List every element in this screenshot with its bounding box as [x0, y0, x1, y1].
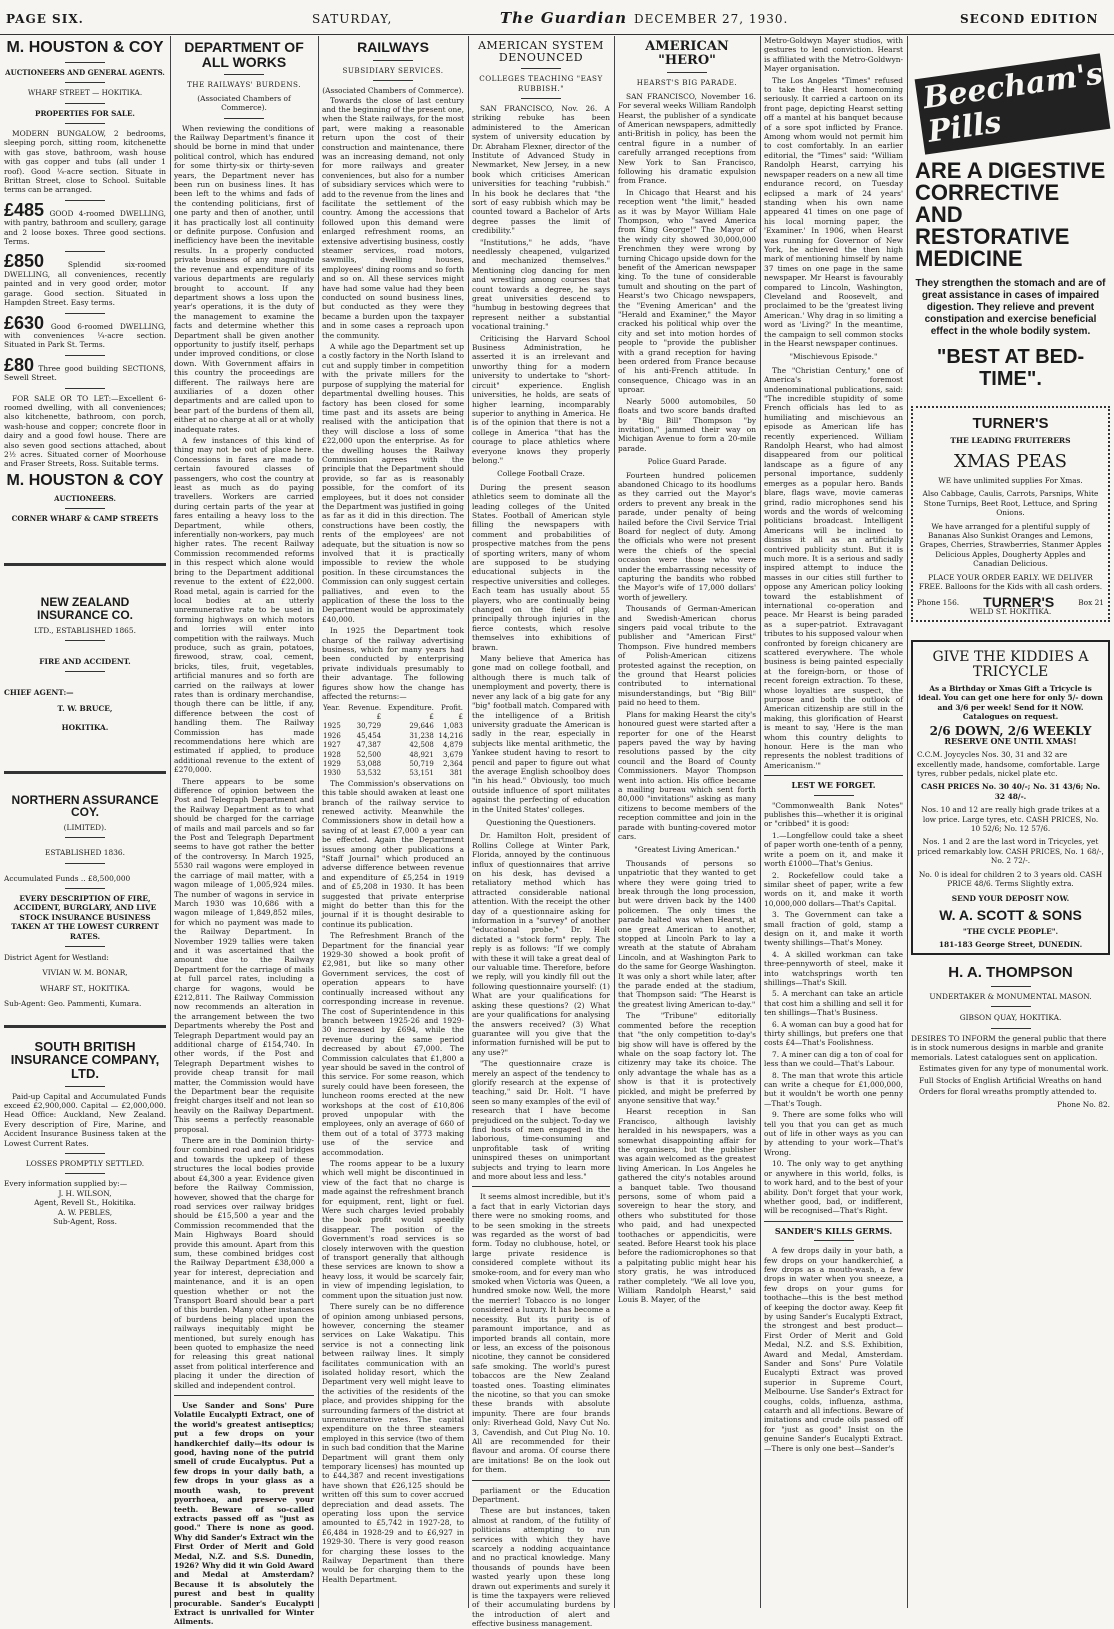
property-listing: GOOD 4-roomed DWELLING, with pantry, bathroom and scullery, garage and 2 loose boxes. Three good sections. Terms.	[4, 208, 166, 247]
houston-heading: M. HOUSTON & COY	[6, 471, 164, 489]
list-item: 3. The Government can take a small fraction of gold, stamp a design on it, and make it worth twenty shillings—That's Money.	[764, 910, 903, 948]
column-rule	[468, 36, 469, 1608]
article-paragraph: These are but instances, taken almost at random, of the futility of politicians attempting to run services with which they have scarcely a nodding acquaintance and no practical knowledge. Many thousands of pounds have been wasted yearly upon these long drawn out experiments and surely it is time the taxpayers were relieved of their accumulating burdens by the introduction of alert and effective business management.	[472, 1506, 610, 1629]
nz-agent-label: CHIEF AGENT:—	[4, 688, 74, 698]
column-rule	[170, 36, 171, 1608]
south-british-agent-address: Agent, Revell St., Hokitika.	[34, 1198, 136, 1208]
article-heading: DEPARTMENT OF ALL WORKS	[184, 39, 304, 70]
column-advertisements-left	[4, 36, 166, 1608]
table-cell: 53,088	[356, 759, 382, 768]
article-section-heading: Questioning the Questioners.	[486, 817, 596, 827]
table-unit	[322, 713, 344, 722]
property-listing: FOR SALE OR TO LET:—Excellent 6-roomed dwelling, with all conveniences; also kitchenette, bathroom, con porch, wash-house and copper; concrete floor in dairy and a good fowl house. There are also seven good sections attached, about 2½ acres. Situated corner of Moorhouse and Fraser Streets, Ross. Suitable terms.	[4, 393, 166, 469]
turners-name: TURNER'S	[983, 593, 1055, 610]
article-paragraph: parliament or the Education Department.	[472, 1485, 610, 1504]
article-paragraph: "Commonwealth Bank Notes" publishes this—whether it is original or "cribbed" it is good:	[764, 800, 903, 829]
list-item: 8. The man that wrote this article can write a cheque for £1,000,000, but it wouldn't be worth one penny—That's Tough.	[764, 1070, 903, 1108]
article-paragraph: During the present season athletics seem to dominate all the leading colleges of the United States. Football of American style filling the newspapers with comment and probabilities of prospective matches from the pens of sporting writers, many of whom are supposed to be studying educational subjects in the respective universities and colleges. Each team has usually about 55 players, who are continually being changed on the field of play, principally through injuries in the fierce contests, which resolve themselves into exhibitions of brawn.	[472, 482, 610, 652]
south-british-agent: J. H. WILSON,	[58, 1188, 112, 1198]
turners-heading: TURNER'S	[972, 415, 1049, 432]
table-cell: 1927	[323, 741, 341, 750]
tobacco-advertisement: It seems almost incredible, but it's a fact that in early Victorian days there were no smoking rooms, and to be seen smoking in the streets was regarded as the worst of bad form. Today no clubhouse, hotel, or large private residence is considered complete without its smoke-room, and for every man who smoked when Victoria was Queen, a hundred smoke now. Well, the more the merrier! Tobacco is no longer considered a luxury. It has become a necessity. But its purity is of paramount importance, and as imported brands all contain, more or less, an excess of the poisonous nicotine, they cannot be considered safe smoking. The world's purest tobaccos are the New Zealand toasted ones. Toasting eliminates the nicotine, so that you can smoke these brands with absolute impunity. There are four brands only: Riverhead Gold, Navy Cut No. 3, Cavendish, and Cut Plug No. 10. All are recommended for their flavour and aroma. Of course there are imitations! Be on the look out for them.	[472, 1192, 610, 1475]
table-cell: 52,500	[356, 750, 382, 759]
northern-assurance-agent: VIVIAN W. M. BONAR,	[42, 968, 128, 978]
table-row	[322, 769, 464, 778]
northern-assurance-funds: Accumulated Funds .. £8,500,000	[4, 873, 131, 883]
table-row	[322, 751, 464, 760]
tricycle-deposit: SEND YOUR DEPOSIT NOW.	[951, 894, 1070, 904]
table-cell: 1925	[323, 722, 341, 731]
tricycle-text: C.C.M. Joycycles Nos. 30, 31 and 32 are excellently made, handsome, comfortable. Large tyres, rubber pedals, nickel plate etc.	[917, 750, 1100, 778]
table-header-row	[322, 704, 464, 713]
table-cell: 29,646	[409, 722, 434, 731]
table-cell: 2,364	[442, 759, 463, 768]
turners-text: Also Cabbage, Caulis, Carrots, Parsnips, White Stone Turnips, Beet Root, Lettuce, and Spring Onions.	[922, 489, 1099, 518]
houston-role: AUCTIONEERS.	[54, 493, 116, 503]
table-cell: 48,921	[409, 750, 434, 759]
article-paragraph: The "Christian Century," one of America's foremost undenominational publications, said: "The incredible stupidity of some French officials has led to as humiliating and mischievous an episode as American life has recently experienced. William Randolph Hearst, who had almost disappeared from our political landscape as a figure of any personal importance, suddenly emerges as a popular hero. Bands blare, flags wave, movie cameras grind, radio microphones send his words and the words of welcoming politicians broadcast. Intelligent Americans will be inclined to dismiss it all as an artificially contrived publicity stunt. But it is much more. It is a serious and sadly inspired attempt to induce the masses in our cities still further to oppose any American policy looking toward the establishment of international co-operation and peace. Mr Hearst is being paraded as a super-patriot. Extravagant tributes to his supposed valour when confronted by foreign chicanery are scattered everywhere. The whole business is being painted especially at the foreign-born, or those of recent foreign extraction. To these, whose loyalties are suspect, the purpose and both the outlook of American citizenship are still in the making, this glorification of Hearst is meant to say, 'Here is the man whom this country delights to honour. Here is the man who represents the noblest traditions of Americanism.'"	[764, 365, 903, 770]
sanders-advertisement: Use Sander and Sons' Pure Volatile Eucalypti Extract, one of the world's greatest antiseptics; put a few drops on your handkerchief daily—its odour is good, having none of the putrid smell of crude Eucalyptus. Put a few drops in your daily bath, a few drops in your glass as a mouth wash, to prevent pyorrhoea, and preserve your teeth. Beware of so-called extracts passed off as "just as good." There is none as good. Why did Sander's Extract win the First Order of Merit and Gold Medal, N.Z. and S.S. Dunedin, 1926? Why did it win Gold Award and Medal at Amsterdam? Because it is absolutely the purest and best in quality procurable. Sander's Eucalypti Extract is unrivalled for Winter Ailments.	[174, 1401, 314, 1627]
table-cell: 31,238	[409, 731, 434, 740]
article-subheading: COLLEGES TEACHING "EASY RUBBISH."	[479, 74, 603, 93]
tricycle-prices: CASH PRICES No. 30 40/-; No. 31 43/6; No. 32 48/-.	[920, 782, 1101, 801]
article-paragraph: Hearst reception in San Francisco, although lavishly heralded in his newspapers, was a somewhat disappointing affair for the organisers, but the publisher was again welcomed as the greatest living American. In Los Angeles he gathered the city's notables around a banquet table. Two thousand persons, some of whom paid a sovereign to hear the story, and others who substituted for those who paid, and had unexpected toothaches or appendicitis, were seated. Before Hearst took his place before the radiomicrophones so that a palpitating public might hear his story gratis, he was introduced rather completely. "We all love you, William Randolph Hearst," said Louis B. Mayer, of the	[618, 1107, 756, 1305]
table-row	[322, 722, 464, 731]
table-unit: £	[376, 712, 382, 721]
table-units-row	[322, 713, 464, 722]
article-paragraph: A while ago the Department set up a costly factory in the North Island to cut and supply timber in competition with the private millers for the purpose of supplying the material for departmental dwelling houses. This factory has been closed for some time past and its assets are being realised with the anticipation that they will disclose a loss of some £22,000 upon the enterprise. As for the dwelling houses the Railway Commission agrees with the principle that the Department should provide, so far as is reasonably possible, for the comfort of its employees, but it does not consider the Department was justified in going as far as it did in this direction. The constructions have been costly, the rents of the employees' are not adequate, but the situation is now so involved that it is practically impossible to review the whole position. In these circumstances the Commission can only suggest certain palliatives, and even to the application of these the loss to the Department would be approximately £40,000.	[322, 342, 464, 624]
thompson-advertisement	[911, 965, 1110, 1109]
turners-text: We have arranged for a plentiful supply of Bananas Also Sunkist Oranges and Lemons, Grapes, Cherries, Strawberries, Stanmer Apples Delicious Apples, Dougherty Apples and Canadian Delicious.	[919, 521, 1102, 569]
article-paragraph: "The questionnaire craze is merely an aspect of the tendency to glorify research at the expense of teaching," said Dr. Holt. "I have seen so many examples of the evil of research that I have become prejudiced on the subject. To-day we find hosts of men engaged in the laborious, time-consuming and unprofitable task of writing uninspired theses on unimportant subjects and trying to learn more and more about less and less."	[472, 1059, 610, 1181]
property-price: £485	[4, 199, 45, 220]
article-paragraph: There appears to be some difference of opinion between the Post and Telegraph Department and the Railway Department as to what should be charged for the carriage of mails and mail parcels and so far the Post and Telegraph Department seems to have got rather the better of the controversy. In March 1925, 5530 rail wagons were employed in the carriage of mail matter, with a wagon mileage of 1,005,924 miles. The number of wagons in service in March 1930 was 10,686 with a wagon mileage of 1,849,852 miles, for which no payment was made to the Railway Department. In November 1929 tallies were taken and it was ascertained that the amount due to the Railway Department for the carriage of mails at full parcel rates, including a charge for wagons, would be £212,811. The Railway Commission now recommends an alteration in the arrangement between the two Departments whereby the Post and Telegraph Department would pay an additional charge of £154,740. In other words, if the Post and Telegraph Department wishes to provide cheap transit for mail matter, the Commission would have the Department bear the requisite freight charges itself and not lean so heavily on the Railway Department. This seems a perfectly reasonable proposal.	[174, 776, 314, 1134]
northern-assurance-heading: NORTHERN ASSURANCE COY.	[11, 792, 159, 820]
table-cell: 1929	[323, 759, 341, 768]
article-section-heading: "Mischievous Episode."	[789, 352, 878, 362]
sanders-advertisement: A few drops daily in your bath, a few drops on your handkerchief, a few drops as a mouth-wash, a few drops in water when you sneeze, a few drops on your gums for toothache—this is the best method of keeping the doctor away. Keep fit by using Sander's Eucalypti Extract, the strongest and best product—First Order of Merit and Gold Medal, N.Z. and S.S. Exhibition, Award and Medal, Amsterdam. Sander and Sons' Pure Volatile Eucalypti Extract was proved superior in Supreme Court, Melbourne. Use Sander's Extract for coughs, colds, influenza, asthma, catarrh and all infections. Beware of imitations and crude oils passed off for "just as good" Insist on the genuine Sander's Eucalypti Extract.—There is only one best—Sander's	[764, 1246, 903, 1453]
table-header: Profit.	[441, 703, 463, 712]
article-heading: LEST WE FORGET.	[791, 780, 876, 791]
advertising-returns-table	[322, 704, 464, 779]
article-paragraph: The Los Angeles "Times" refused to take the Hearst homecoming seriously. It carried a cartoon on its front page, depicting Hearst setting off a mantel at his banquet because of a sore spot inflicted by France. Among whom would not permit him to cost comfortably. In an earlier editorial, the "Times" said: "William Randolph Hearst, carrying his newspaper readers on a new all time endurance record, on Tuesday eclipsed a mark of 24 years' standing when his own name appeared 41 times on one page of his local morning paper, the 'Examiner.' In 1906, when Hearst was running for Governor of New York, he achieved the then high mark of mentioning himself by name 37 times on one page in the same newspaper. Mr Hearst is favourably compared to Lincoln, Washington, Cleveland and Roosevelt, and proclaimed to be the 'greatest living American.' Why drag in so limiting a word as 'Living?' In the meantime, the campaign to sell common stocks in the Hearst newspaper continues.	[764, 75, 903, 348]
column-advertisements-right	[911, 36, 1110, 1608]
article-paragraph: Criticising the Harvard School Business Administration, he asserted it is an irrelevant and unworthy thing for a modern university to undertake to "short-circuit" experience. English universities, he holds, are seats of higher learning, incomparably superior to anything in America. He is of the opinion that there is not a college in America "that has the courage to place athletics where everyone knows they properly belong."	[472, 333, 610, 465]
column-railways	[322, 36, 464, 1608]
list-item: 4. A skilled workman can take three-pennyworth of steel, make it into watchsprings worth ten shillings—That's Skill.	[764, 949, 903, 987]
article-paragraph: Thousands of German-American and Swedish-American chorus singers paid vocal tribute to the publisher and "American First" Thompson. Five hundred members of Polish-American citizens protested against the reception, on the ground that Hearst policies contributed to international misunderstandings, but "Big Bill" paid no heed to them.	[618, 604, 756, 708]
nz-agent-town: HOKITIKA.	[61, 723, 109, 733]
table-cell: 30,729	[356, 722, 382, 731]
article-paragraph: SAN FRANCISCO, November 16. For several weeks William Randolph Hearst, the publisher of a syndicate of American newspapers, admittedly anti-British in policy, has been the central figure in a number of carefully arranged receptions from New York to San Francisco, following his dramatic expulsion from France.	[618, 91, 756, 186]
article-paragraph: Thousands of persons so unpatriotic that they wanted to get where they were going tried to break through the long procession, but were driven back by the 1400 policemen. The only times the parade halted was when Hearst, at one great American to another, stopped at Lincoln Park to lay a wreath at the statute of Abraham Lincoln, and at Washington Park to do the same for George Washington. It was only a short while later, after the parade ended at the stadium, that Thompson said: "The Hearst is the greatest living American to-day."	[618, 858, 756, 1009]
article-paragraph: The rooms appear to be a luxury which well might be discontinued in view of the fact that no charge is made against the refreshment branch for equipment, rent, light or fuel. Were such charges levied probably the book profit would speedily disappear. The position of the Government's road services is so closely interwoven with the question of transport generally that although these services are known to show a heavy loss, it would be scarcely fair, in view of impending legislation, to comment upon the situation just now.	[322, 1159, 464, 1300]
northern-assurance-ltd: (LIMITED).	[63, 822, 107, 832]
masthead	[0, 0, 1114, 35]
tricycle-text: As a Birthday or Xmas Gift a Tricycle is ideal. You can get one here for only 5/- down and 3/6 per week! Send for it NOW. Catalogues on request.	[918, 683, 1103, 721]
tricycle-heading: GIVE THE KIDDIES A TRICYCLE	[932, 649, 1089, 681]
table-header: Year.	[323, 703, 341, 712]
table-cell: 42,508	[409, 741, 434, 750]
table-header: Revenue.	[348, 703, 382, 712]
article-paragraph: The Refreshment Branch of the Department for the financial year 1929-30 showed a book profit of £2,981, but like so many other Government services, the cost of operation appears to have continually increased without any corresponding increase in revenue. The cost of Superintendence in this branch between 1925-26 and 1929-30 increased by £694, while the revenue during the same period decreased by about £7,000. The Commission calculates that £1,800 a year should be saved in the control of this service. For some reason, which surely could have been foreseen, the luncheon rooms erected at the new workshops at the cost of £10,806 proved unpopular with the employees, only an average of 660 of them out of a total of 3773 making use of the service and accommodation.	[322, 931, 464, 1157]
list-item: 6. A woman can buy a good hat for thirty shillings, but prefers one that costs £4—That's Foolishness.	[764, 1019, 903, 1048]
south-british-info: Every information supplied by:—	[4, 1179, 128, 1189]
list-item: 1.—Longfellow could take a sheet of paper worth one-tenth of a penny, write a poem on it, and make it worth £1000—That's Genius.	[764, 830, 903, 869]
property-listing: Good 6-roomed DWELLING, with conveniences ¼-acre section. Situated in Park St. Terms.	[4, 321, 166, 350]
beecham-logo: Beecham's Pills	[915, 53, 1111, 154]
article-paragraph: When reviewing the conditions of the Railway Department's finance it should be borne in mind that under political control, which has endured for some thirty-six or thirty-seven years, the Department never has been run on business lines. It has been left to the whims and fads of the contending politicians, first of one party and then of another, until it has practically lost all continuity or definite purpose. Confusion and inefficiency have been the inevitable results. In a properly conducted private business of any magnitude the revenue and expenditure of its various departments are regularly brought to account. If any department shows a loss upon the year's operations, it is the duty of the management to examine the facts and determine whether this Department shall be given another opportunity to justify itself, perhaps under improved conditions, or close down. With Government affairs in this country the proceedings are different. The railways here are auxiliaries of a dozen other departments and are called upon to bear part of the burdens of them all, either at no charge at all or at wholly inadequate rates.	[174, 123, 315, 434]
column-american-hero	[618, 36, 756, 1608]
table-row	[322, 760, 464, 769]
article-paragraph: There surely can be no difference of opinion among unbiased persons, however, concerning the steamer services on Lake Wakatipu. This service is not a connecting link between railway lines. It simply facilitates communication with an isolated holiday resort, which the Department very well might leave to the activities of the residents of the place, and provides shipping for the surrounding farmers of the district at unremunerative rates. The capital expenditure on the three steamers employed in this service (two of them in such bad condition that the Marine Department will grant them only temporary licenses) has mounted up to £44,387 and recent investigations have shown that £26,125 should be written off this sum to cover accrued depreciation and dead assets. The operating loss upon the service amounted to £5,742 in 1927-28, to £6,484 in 1928-29 and to £6,927 in 1929-30. There is very good reason for charging these losses to the Railway Department than there would be for charging them to the Health Department.	[322, 1302, 464, 1584]
article-heading: AMERICAN "HERO"	[645, 39, 729, 68]
scott-sons-tagline: "THE CYCLE PEOPLE".	[962, 926, 1059, 936]
table-row	[322, 741, 464, 750]
article-paragraph: Many believe that America has gone mad on college football, and although there is much talk of unemployment and poverty, there is never any lack of a big gate for any "big" football match. Compared with the intelligence of a British university graduate the American is sadly in the rear, especially in subjects like mental arithmetic, the Yankee student having to resort to pencil and paper to figure out what the average English schoolboy does "in his head." Obviously, too much outside influence of sport militates against the perfecting of education in the United States' colleges.	[472, 654, 610, 814]
property-listing: Splendid six-roomed DWELLING, all conveniences, recently painted and in very good order, motor garage. Good section. Situated in Hampden Street. Easy terms.	[4, 260, 166, 308]
scott-sons-name: W. A. SCOTT & SONS	[939, 906, 1082, 923]
table-header: Expenditure.	[387, 703, 434, 712]
tricycle-prices: Nos. 10 and 12 are really high grade trikes at a low price. Large tyres, etc. CASH PRICES, No. 10 52/6; No. 12 57/6.	[921, 805, 1100, 833]
turners-box: Box 21	[1078, 597, 1104, 607]
article-paragraph: Metro-Goldwyn Mayer studios, with gestures to lend conviction. Hearst is affiliated with the Metro-Goldwyn-Mayer organisation.	[764, 36, 903, 74]
article-paragraph: A few instances of this kind of thing may not be out of place here. Concessions in fares are made to certain favoured classes of passengers, who cost the country at least as much as do paying travellers. Workers are carried during certain parts of the year at fares entailing a heavy loss to the Department, while others, inferentially non-workers, pay much higher rates. The recent Railway Commission recommended reforms in this respect which alone would bring to the Department additional revenue to the extent of £22,000. Road metal, again is carried for the local bodies at an utterly unremunerative rate to be used in forming highways on which motors and lorries will enter into competition with the railways. Much produce, such as grain, potatoes, firewood, straw, coal, cement, bricks, tiles, fruit, vegetables, artificial manures and so forth are carried on the railways at lower rates than is ordinary merchandise, though there can be little, if any, difference between the cost of handling them. The Railway Commission has made recommendations here which are estimated if applied, to produce additional revenue to the extent of £270,000.	[174, 436, 314, 775]
paper-title: The Guardian	[500, 9, 627, 27]
beecham-advertisement	[911, 36, 1110, 392]
table-cell: 45,454	[356, 731, 382, 740]
edition-label: SECOND EDITION	[960, 12, 1099, 26]
thompson-text: Estimates given for any type of monumental work.	[919, 1064, 1109, 1074]
turners-address: WELD ST. HOKITIKA.	[969, 606, 1052, 616]
article-paragraph: SAN FRANCISCO, Nov. 26. A striking rebuke has been administered to the American system of university education by Dr. Abraham Flexner, director of the Institute of Advanced Study in Newmarket, New Jersey, in a new book which criticises American universities for teaching "rubbish." In his book he declares that "the sort of easy rubbish which may be counted toward a Bachelor of Arts degree passes the limit of credibility."	[472, 103, 610, 236]
article-paragraph: Dr. Hamilton Holt, president of Rollins College at Winter Park, Florida, annoyed by the continuous influx of questionnaires that arrive on his desk, has devised a retaliatory method which has attracted considerable national attention. With the receipt the other day of a questionnaire asking for information in a "survey" of another "educational probe," Dr. Holt dictated a "stock form" reply. The reply is as follows: "If we comply with these it will take a great deal of our valuable time. Therefore, before we reply, will you kindly fill out the following questionnaire yourself: (1) What are your qualifications for asking these questions? (2) What are your qualifications for analysing the answers received? (3) What guarantee will you give that the information furnished will be put to any use?"	[472, 831, 610, 1057]
article-paragraph: Towards the close of last century and the beginning of the present one, when the State railways, for the most part, were making a reasonable return upon the cost of their construction and maintenance, there was an increasing demand, not only for more railways and greater conveniences, but also for a number of subsidiary services which were to add to the revenue from the lines and facilitate the settlement of the country. Among the accessions that followed upon this demand were enlarged refreshment rooms, an extensive advertising business, costly steamer services, road motors, sawmills, dwelling houses, employees' dining rooms and so forth and so on. All these services might have had some value had they been conducted on sound business lines, but conducted as they were they became a burden upon the taxpayer and in some cases a reproach upon the community.	[322, 95, 464, 340]
south-british-heading: SOUTH BRITISH INSURANCE COMPANY, LTD.	[10, 1038, 160, 1081]
article-heading: SANDER'S KILLS GERMS.	[774, 1225, 893, 1236]
list-item: 10. The only way to get anything or anywhere in this world, folks, is to work hard, and to the best of your ability. Don't forget that your work, whether good, bad, or indifferent, will be recognised—That's Right.	[764, 1159, 903, 1216]
table-cell: 50,719	[409, 759, 434, 768]
scott-sons-address: 181-183 George Street, DUNEDIN.	[938, 939, 1083, 949]
houston-address: WHARF STREET — HOKITIKA.	[27, 88, 143, 98]
page-number: PAGE SIX.	[6, 12, 84, 26]
column-american-system	[472, 36, 610, 1629]
property-listing: Three good building SECTIONS, Sewell Street.	[4, 363, 166, 383]
table-cell: 1930	[323, 769, 341, 778]
list-item: 9. There are some folks who will tell you that you can get as much out of life in other ways as you can by attending to your work—That's Wrong.	[764, 1110, 903, 1157]
article-subheading: THE RAILWAYS' BURDENS.	[186, 80, 302, 90]
article-paragraph: The Commission's observations on this table should awaken at least one branch of the railway service to renewed activity. Meanwhile the Commissioners show in detail how a saving of at least £7,000 a year can be effected. Again the Department issues among other publications a "Staff Journal" which produced an adverse difference between revenue and expenditure of £5,254 in 1919 and of £5,208 in 1930. It has been suggested that private enterprise might do better than this for the journal if it is thought desirable to continue its publication.	[322, 778, 464, 929]
article-heading: RAILWAYS	[357, 39, 429, 55]
issue-date: DECEMBER 27, 1930.	[634, 12, 789, 26]
article-heading: AMERICAN SYSTEM DENOUNCED	[478, 39, 604, 64]
column-department-works	[174, 36, 315, 1627]
northern-assurance-established: ESTABLISHED 1836.	[45, 848, 125, 858]
column-rule	[318, 36, 319, 1608]
article-source: (Associated Chambers of Commerce).	[197, 93, 291, 113]
table-cell: 53,151	[409, 769, 434, 778]
table-cell: 4,879	[442, 741, 463, 750]
column-rule	[907, 36, 908, 1608]
nz-insurance-heading: NEW ZEALAND INSURANCE CO.	[36, 595, 133, 622]
article-paragraph: "Institutions," he adds, "have needlessly cheapened, vulgarized and mechanized themselves." Mentioning clog dancing for men and wrestling among courses that count towards a degree, he says great universities descend to "humbug in bestowing degrees that represent neither a substantial vocational training."	[472, 237, 610, 332]
thompson-phone: Phone No. 82.	[1057, 1100, 1110, 1110]
northern-assurance-address: WHARF ST., HOKITIKA.	[39, 983, 131, 993]
article-paragraph: The "Tribune" editorially commented before the reception that "the only competition to-day's big show will have is offered by the whale on the soap factory lot. The citizenry may take its choice. The only advantage the whale has as a show is that it is protectively pickled, and might be preferred by anyone sensitive that way."	[618, 1011, 756, 1105]
thompson-subheading: UNDERTAKER & MONUMENTAL MASON.	[929, 992, 1092, 1002]
turners-order: PLACE YOUR ORDER EARLY. WE DELIVER FREE. Balloons for the Kids with all cash orders.	[918, 572, 1103, 592]
tricycle-advertisement	[911, 640, 1110, 955]
thompson-text: Orders for floral wreaths promptly attended to.	[919, 1086, 1097, 1096]
article-paragraph: Nearly 5000 automobiles, 50 floats and two score bands drafted by "Big Bill" Thompson "by invitation," jammed their way on Michigan Avenue to form a 20-mile parade.	[618, 396, 756, 453]
table-unit: £	[458, 712, 463, 721]
thompson-text: DESIRES TO INFORM the general public that there is in stock numerous designs in marble and granite memorials. Latest catalogues sent on application.	[911, 1033, 1107, 1062]
beecham-body: They strengthen the stomach and are of great assistance in cases of impaired digestion. They relieve and prevent constipation and exercise beneficial effect in the whole bodily system.	[915, 278, 1106, 337]
south-british-subagent: A. W. PEBLES,	[57, 1207, 113, 1217]
turners-subheading: THE LEADING FRUITERERS	[950, 435, 1071, 445]
properties-heading: PROPERTIES FOR SALE.	[35, 108, 135, 118]
table-cell: 53,532	[356, 769, 382, 778]
table-cell: 1,083	[442, 722, 463, 731]
turners-text: WE have unlimited supplies For Xmas.	[938, 476, 1083, 486]
table-cell: 14,216	[438, 731, 463, 740]
article-paragraph: In Chicago that Hearst and his reception went "the limit," headed as it was by Mayor William Hale Thompson, who "saved America from King George!" The Mayor of the windy city showed 30,000,000 Frenchmen they were wrong by turning Chicago upside down for the benefit of the American newspaper king. To the tune of considerable tumult and shouting on the part of Hearst's two Chicago newspapers, the "Evening American" and the "Herald and Examiner," the Mayor cracked his political whip over the city and set into motion hordes of people to "provide the publisher with a grand reception for having been ordered from France because of his anti-French attitude. In consequence, Chicago was in an uproar.	[618, 187, 756, 395]
property-price: £850	[4, 251, 45, 272]
thompson-heading: H. A. THOMPSON	[948, 964, 1073, 982]
article-section-heading: Police Guard Parade.	[647, 457, 727, 467]
turners-advertisement	[911, 406, 1110, 622]
beecham-slogan: "BEST AT BED-TIME".	[936, 346, 1085, 390]
south-british-losses: LOSSES PROMPTLY SETTLED.	[25, 1159, 145, 1169]
thompson-text: Full Stocks of English Artificial Wreaths on hand	[919, 1075, 1102, 1085]
article-subheading: SUBSIDIARY SERVICES.	[342, 65, 444, 75]
houston-address: CORNER WHARF & CAMP STREETS	[11, 514, 159, 523]
tricycle-reserve: RESERVE ONE UNTIL XMAS!	[944, 735, 1077, 746]
article-section-heading: College Football Craze.	[497, 469, 585, 479]
northern-assurance-business: EVERY DESCRIPTION OF FIRE, ACCIDENT, BURGLARY, AND LIVE STOCK INSURANCE BUSINESS TAKEN AT THE LOWEST CURRENT RATES.	[11, 894, 159, 941]
article-paragraph: In 1925 the Department took charge of the railway advertising business, which for many years had been conducted by enterprising private individuals presumably to their advantage. The following figures show how the change has affected the returns:—	[322, 626, 464, 702]
south-british-subagent-address: Sub-Agent, Ross.	[53, 1217, 117, 1227]
column-hearst-continued	[764, 36, 903, 1608]
northern-assurance-district: District Agent for Westland:	[4, 953, 109, 963]
list-item: 2. Rockefellow could take a similar sheet of paper, write a few words on it, and make it worth 10,000,000 dollars—That's Capital.	[764, 870, 903, 908]
xmas-peas-heading: XMAS PEAS	[954, 451, 1067, 473]
nz-insurance-fire: FIRE AND ACCIDENT.	[39, 657, 131, 666]
table-row	[322, 732, 464, 741]
thompson-address: GIBSON QUAY, HOKITIKA.	[959, 1013, 1062, 1023]
article-paragraph: Plans for making Hearst the city's honoured guest were started after a reporter for one of the Hearst papers paved the way by having resolutions passed by the city council and the Board of County Commissioners. Mayor Thompson went into action. His office became a mailing bureau which sent forth 80,000 "invitations" asking as many citizens to become members of the reception committee and join in the parade with bunting-covered motor cars.	[618, 709, 756, 841]
tricycle-terms: 2/6 DOWN, 2/6 WEEKLY	[929, 724, 1092, 739]
article-section-heading: "Greatest Living American."	[634, 845, 740, 855]
table-cell: 47,387	[356, 741, 382, 750]
column-rule	[760, 36, 761, 1608]
table-cell: 1926	[323, 731, 341, 740]
houston-heading: M. HOUSTON & COY	[6, 39, 164, 56]
table-cell: 381	[449, 769, 463, 778]
list-item: 5. A merchant can take an article that cost him a shilling and sell it for ten shillings—That's Business.	[764, 989, 903, 1018]
tricycle-prices: No. 0 is ideal for children 2 to 3 years old. CASH PRICE 48/6. Terms Slightly extra.	[918, 869, 1103, 889]
property-listing: MODERN BUNGALOW, 2 bedrooms, sleeping porch, sitting room, kitchenette with gas stove, bathroom, wash house with gas copper and tubs (all under 1 roof). Good ¼-acre section. Situate in Brittan Street, close to School. Suitable terms can be arranged.	[4, 129, 166, 195]
article-paragraph: Fourteen hundred policemen abandoned Chicago to its hoodlums as they carried out the Mayor's orders to prevent any break in the parade, under penalty of being hailed before the Civil Service Trial Board for neglect of duty. Among the officials who were not present were the chiefs of the special occasion were those who were under the embarrassing necessity of capturing the bandits who robbed the Mayor's wife of 17,000 dollars' worth of jewellery.	[618, 470, 756, 602]
column-rule	[614, 36, 615, 1608]
northern-assurance-subagent: Sub-Agent: Geo. Pammenti, Kumara.	[4, 999, 142, 1009]
south-british-capital: Paid-up Capital and Accumulated Funds exceed £2,900,000. Capital — £2,000,000. Head Office: Auckland, New Zealand. Every description of Fire, Marine, and Accident Insurance Business taken at the Lowest Current Rates.	[4, 1091, 166, 1148]
list-item: 7. A miner can dig a ton of coal for less than we could—That's Labour.	[764, 1049, 903, 1069]
article-source: (Associated Chambers of Commerce).	[322, 86, 464, 96]
houston-role: AUCTIONEERS AND GENERAL AGENTS.	[5, 67, 165, 77]
article-subheading: HEARST'S BIG PARADE.	[636, 78, 738, 88]
table-unit: £	[429, 712, 434, 721]
issue-day: SATURDAY,	[312, 12, 393, 26]
tricycle-prices: Nos. 1 and 2 are the last word in Tricycles, yet priced remarkably low. CASH PRICES, No. 1 68/-, No. 2 72/-.	[917, 837, 1104, 866]
article-paragraph: There are in the Dominion thirty-four combined road and rail bridges and towards the upkeep of these structures the local bodies provide about £4,300 a year. Evidence given before the Railway Commission, however, showed that the charge for road services over railway bridges should be £15,500 a year and the Commission recommended that the Main Highways Board should provide this amount. Apart from this sum, these combined bridges cost the Railway Department £38,000 a year for interest, depreciation and maintenance, and it is an open question whether or not the Transport Board should bear a part of this burden. Many other instances of burdens being placed upon the railways inequitably might be mentioned, but surely enough has been quoted to emphasize the need for releasing this great national asset from political interference and placing it under the direction of skilled and independent control.	[174, 1136, 314, 1390]
nz-insurance-established: LTD., ESTABLISHED 1865.	[34, 625, 136, 635]
beecham-tagline: ARE A DIGESTIVE CORRECTIVE AND RESTORATIVE MEDICINE	[915, 158, 1106, 271]
turners-phone: Phone 156.	[917, 597, 960, 607]
table-cell: 3,679	[442, 750, 463, 759]
property-price: £630	[4, 312, 45, 333]
nz-agent-name: T. W. BRUCE,	[57, 703, 113, 713]
table-cell: 1928	[323, 750, 341, 759]
property-price: £80	[4, 354, 35, 375]
